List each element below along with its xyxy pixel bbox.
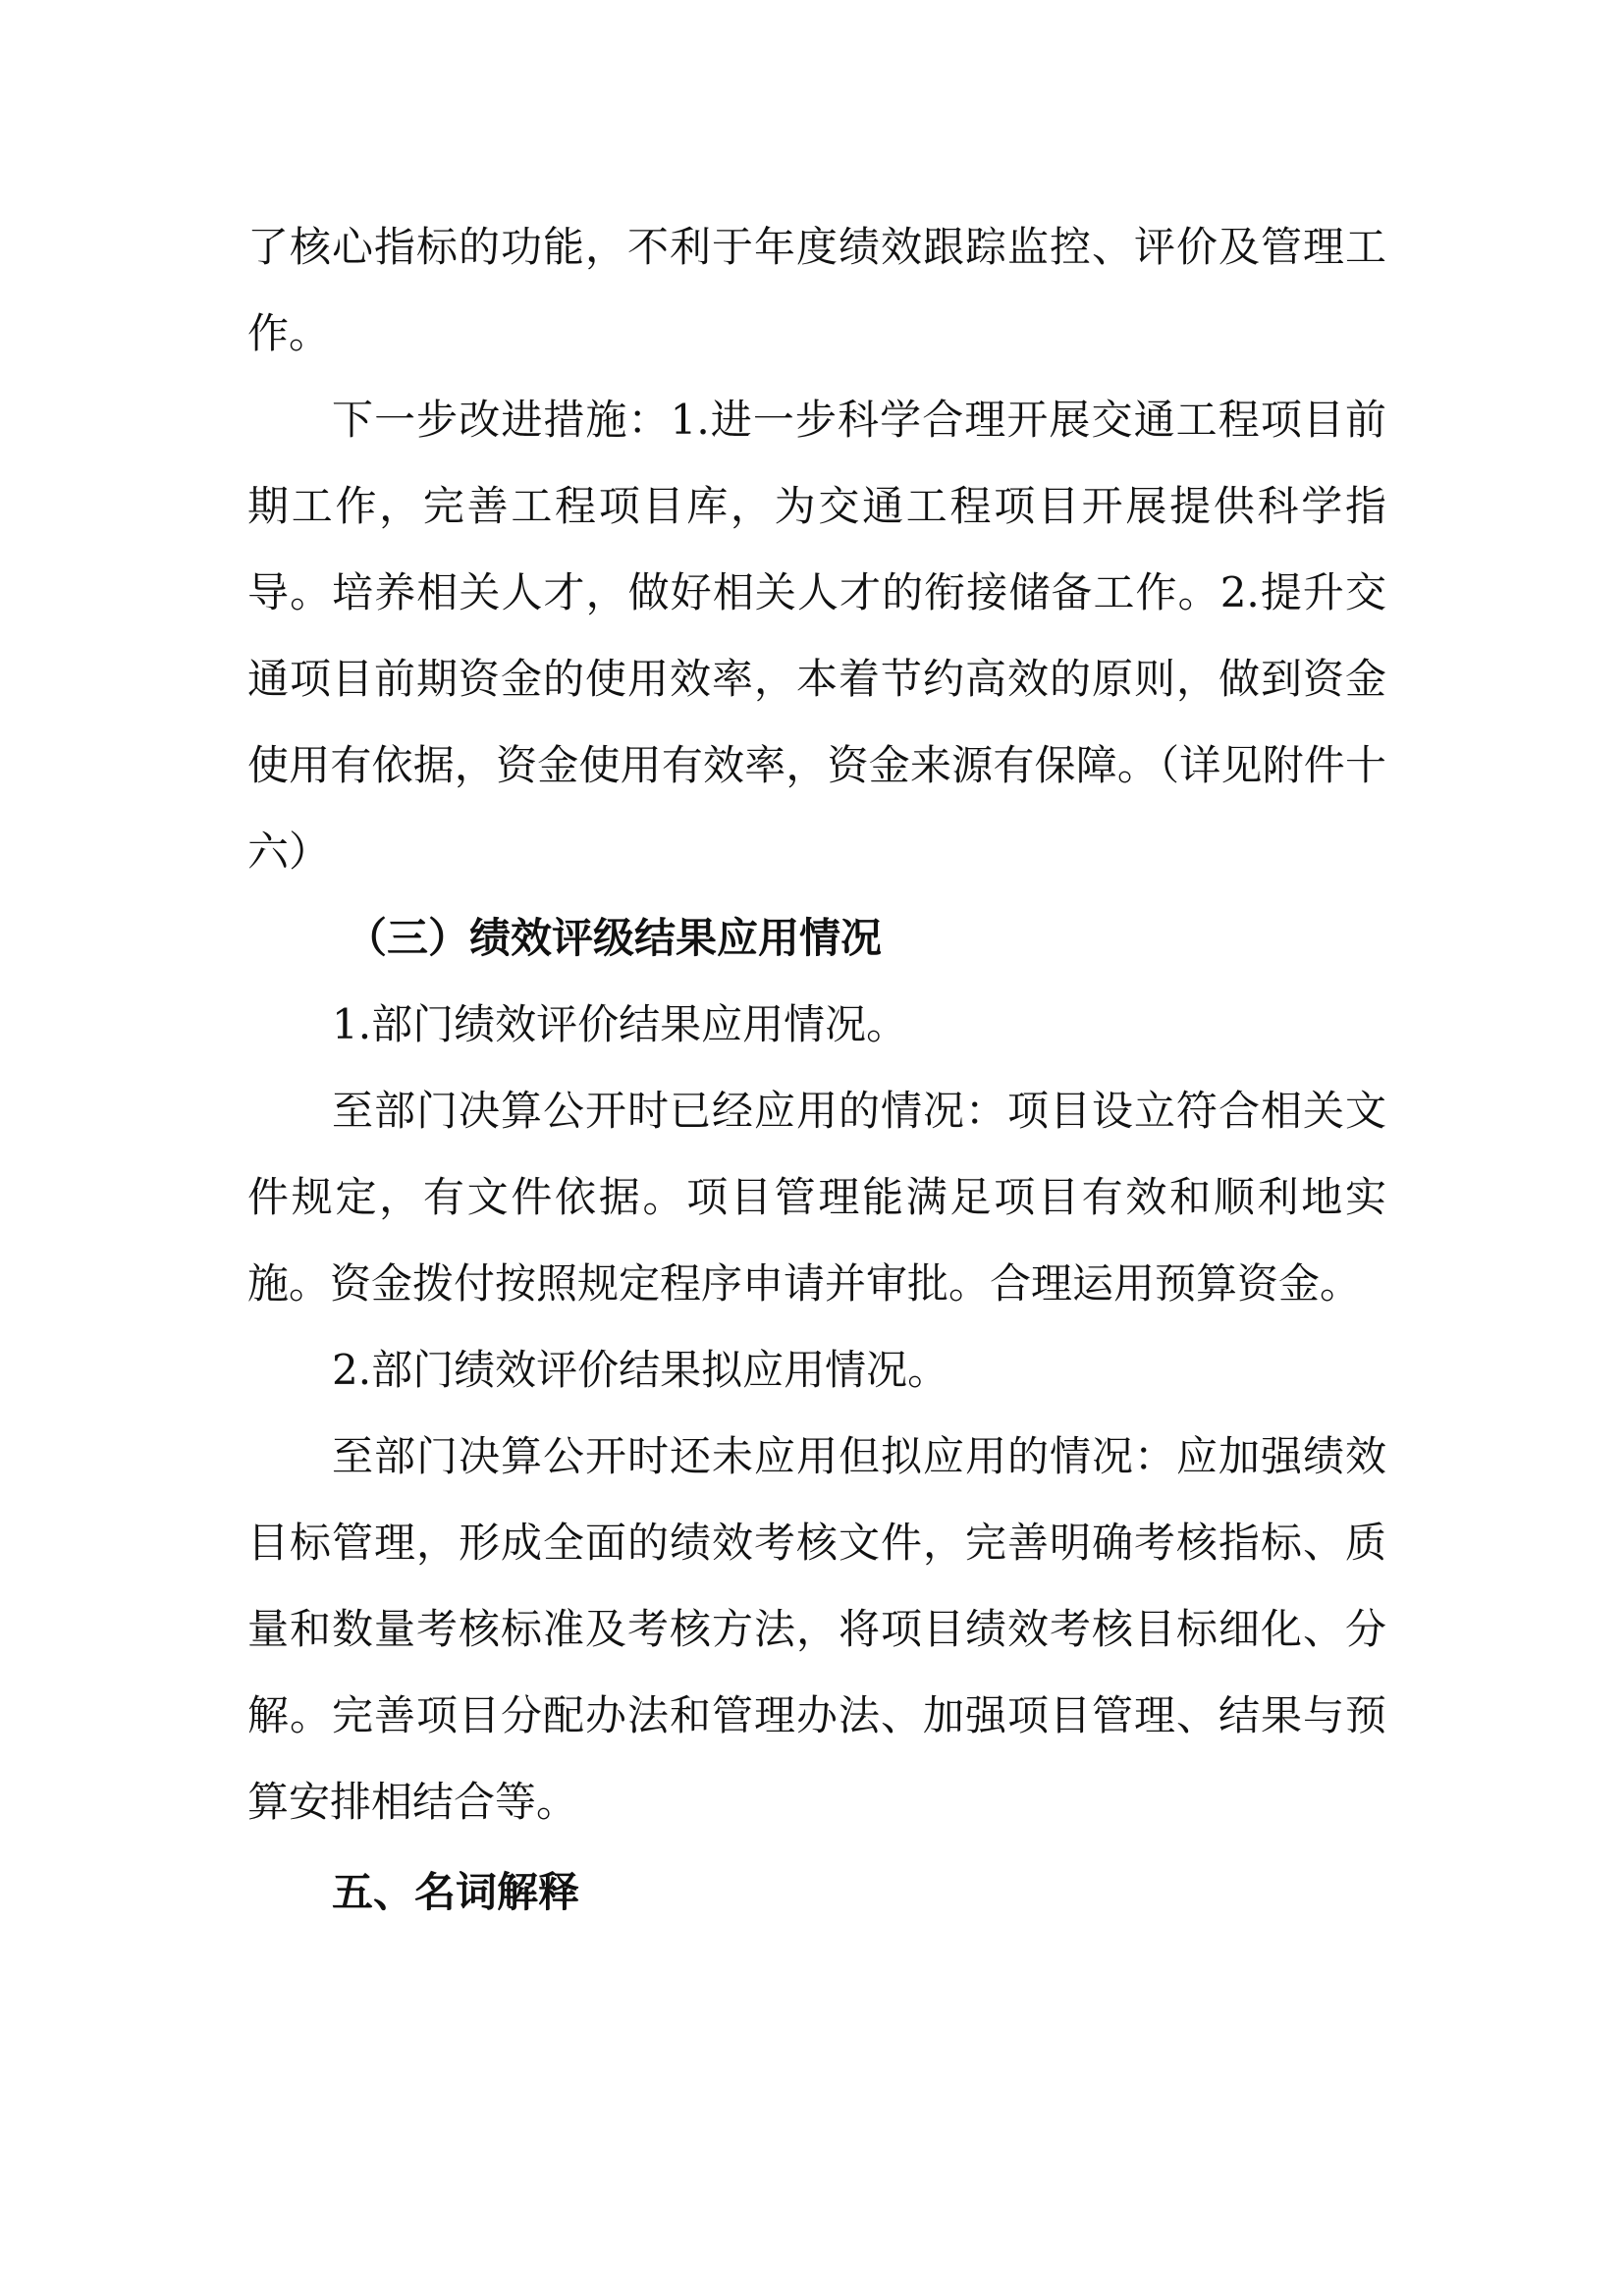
paragraph-applied-detail: 至部门决算公开时已经应用的情况：项目设立符合相关文件规定，有文件依据。项目管理能满足项目有效和顺利地实施。资金拨付按照规定程序申请并审批。合理运用预算资金。 bbox=[247, 1087, 1386, 1308]
subsection-heading: （三）绩效评级结果应用情况 bbox=[346, 914, 883, 962]
paragraph-continuation: 了核心指标的功能，不利于年度绩效跟踪监控、评价及管理工作。 bbox=[247, 223, 1386, 357]
paragraph-applied-title: 1.部门绩效评价结果应用情况。 bbox=[332, 1000, 908, 1048]
document-page bbox=[247, 204, 1386, 1936]
paragraph-planned-title: 2.部门绩效评价结果拟应用情况。 bbox=[332, 1346, 949, 1394]
paragraph-planned-detail: 至部门决算公开时还未应用但拟应用的情况：应加强绩效目标管理，形成全面的绩效考核文件，完善明确考核指标、质量和数量考核标准及考核方法，将项目绩效考核目标细化、分解。完善项目分配办法和管理办法、加强项目管理、结果与预算安排相结合等。 bbox=[247, 1432, 1386, 1826]
paragraph-improvement-measures: 下一步改进措施：1.进一步科学合理开展交通工程项目前期工作，完善工程项目库，为交通工程项目开展提供科学指导。培养相关人才，做好相关人才的衔接储备工作。2.提升交通项目前期资金的使用效率，本着节约高效的原则，做到资金使用有依据，资金使用有效率，资金来源有保障。（详见附件十六） bbox=[247, 396, 1386, 876]
section-heading: 五、名词解释 bbox=[332, 1868, 580, 1916]
